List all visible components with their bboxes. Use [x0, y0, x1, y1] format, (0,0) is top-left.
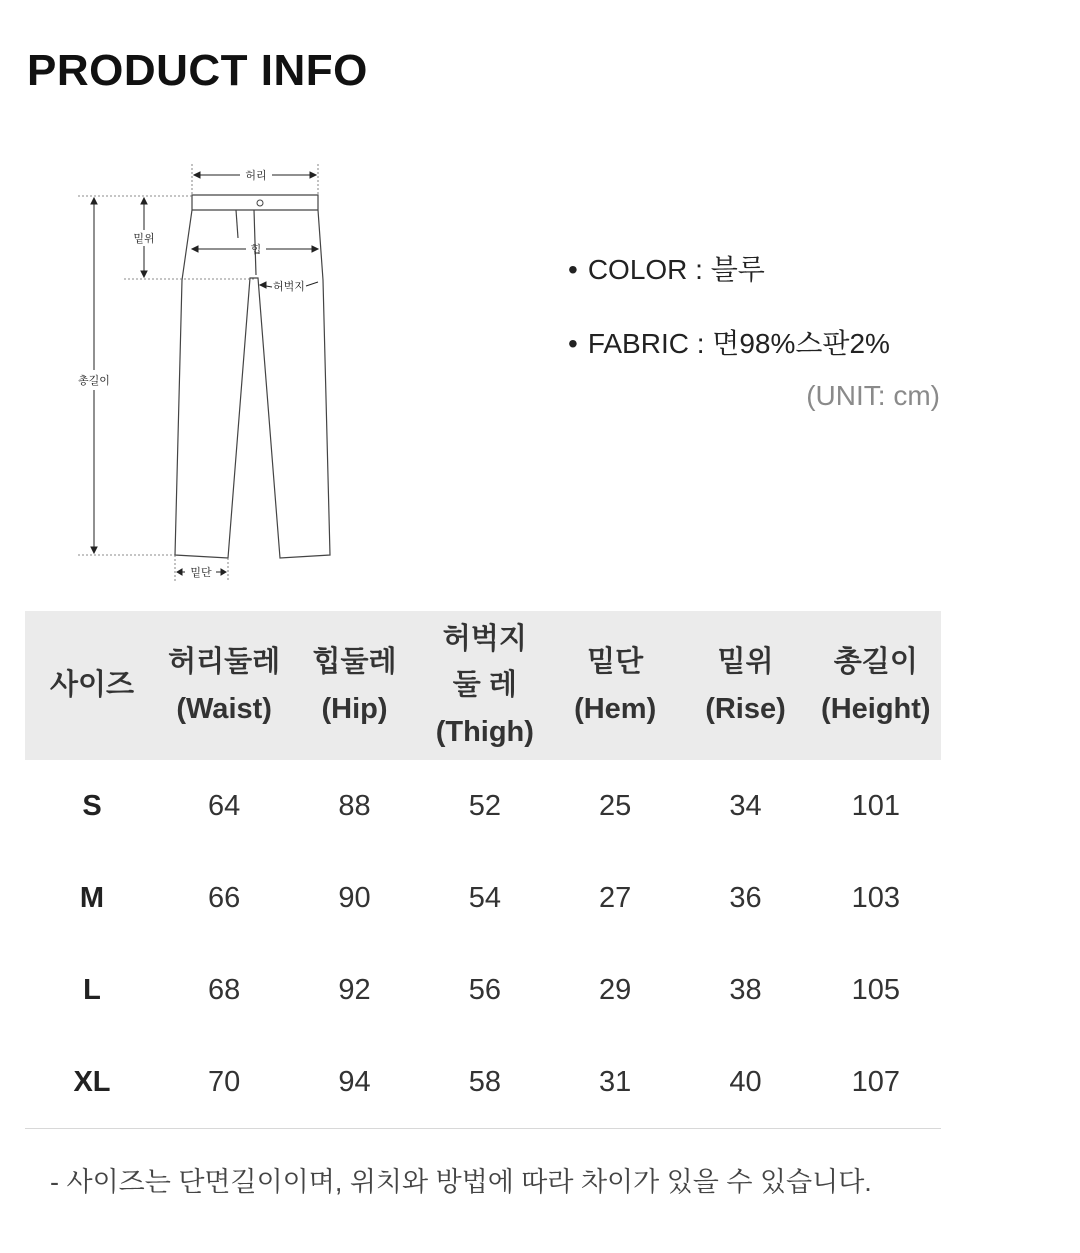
- waist-cell: 68: [208, 973, 241, 1006]
- unit-label: (UNIT: cm): [806, 380, 940, 411]
- hem-cell: 29: [599, 973, 632, 1006]
- thigh-cell: 54: [468, 881, 501, 914]
- rise-cell: 40: [680, 1036, 810, 1129]
- hem-label: 밑단: [190, 566, 212, 579]
- hip-cell: 92: [338, 973, 371, 1006]
- pants-diagram: [60, 150, 360, 590]
- header-hem: 밑단 (Hem): [550, 611, 680, 760]
- rise-cell: 36: [729, 881, 762, 914]
- table-row: [25, 1036, 941, 1129]
- height-cell: 105: [851, 973, 901, 1006]
- size-cell: M: [79, 881, 105, 914]
- header-row: [25, 611, 941, 760]
- bullet-dot: •: [568, 254, 578, 285]
- pants-outline: [60, 150, 360, 590]
- height-cell: 107: [811, 1036, 941, 1129]
- rise-cell: 38: [729, 973, 762, 1006]
- header-hip: 힙둘레 (Hip): [289, 611, 419, 760]
- rise-label: 밑위: [133, 232, 155, 245]
- header-waist: 허리둘레 (Waist): [159, 611, 289, 760]
- rise-cell: 34: [729, 789, 762, 822]
- height-cell: 103: [851, 881, 901, 914]
- size-table: [25, 611, 941, 1129]
- hip-label: 힙: [250, 243, 262, 256]
- table-row: [25, 852, 941, 944]
- waist-cell: 70: [159, 1036, 289, 1129]
- header-rise: 밑위 (Rise): [680, 611, 810, 760]
- header-height: 총길이 (Height): [811, 611, 941, 760]
- hip-cell: 90: [338, 881, 371, 914]
- size-cell: L: [83, 973, 101, 1006]
- thigh-cell: 58: [420, 1036, 550, 1129]
- fabric-info: [568, 322, 890, 362]
- waist-cell: 66: [208, 881, 241, 914]
- thigh-cell: 56: [468, 973, 501, 1006]
- waist-cell: 64: [208, 789, 241, 822]
- header-size: 사이즈: [25, 611, 159, 760]
- hem-cell: 27: [599, 881, 632, 914]
- header-thigh: 허벅지둘 레 (Thigh): [420, 611, 550, 760]
- thigh-label: 허벅지: [273, 280, 305, 293]
- hip-cell: 88: [338, 789, 371, 822]
- color-text: COLOR : 블루: [587, 254, 765, 285]
- length-label: 총길이: [78, 374, 110, 387]
- waist-label: 허리: [245, 169, 267, 182]
- thigh-cell: 52: [468, 789, 501, 822]
- hem-cell: 31: [550, 1036, 680, 1129]
- hem-cell: 25: [599, 789, 632, 822]
- bullet-dot: •: [568, 328, 578, 359]
- fabric-text: FABRIC : 면98%스판2%: [587, 328, 890, 359]
- page-title: PRODUCT INFO: [27, 46, 368, 95]
- height-cell: 101: [851, 789, 901, 822]
- size-cell: XL: [25, 1036, 159, 1129]
- size-cell: S: [82, 789, 102, 822]
- color-info: [568, 248, 765, 288]
- table-row: [25, 760, 941, 852]
- table-row: [25, 944, 941, 1036]
- hip-cell: 94: [289, 1036, 419, 1129]
- size-note: - 사이즈는 단면길이이며, 위치와 방법에 따라 차이가 있을 수 있습니다.: [50, 1167, 872, 1197]
